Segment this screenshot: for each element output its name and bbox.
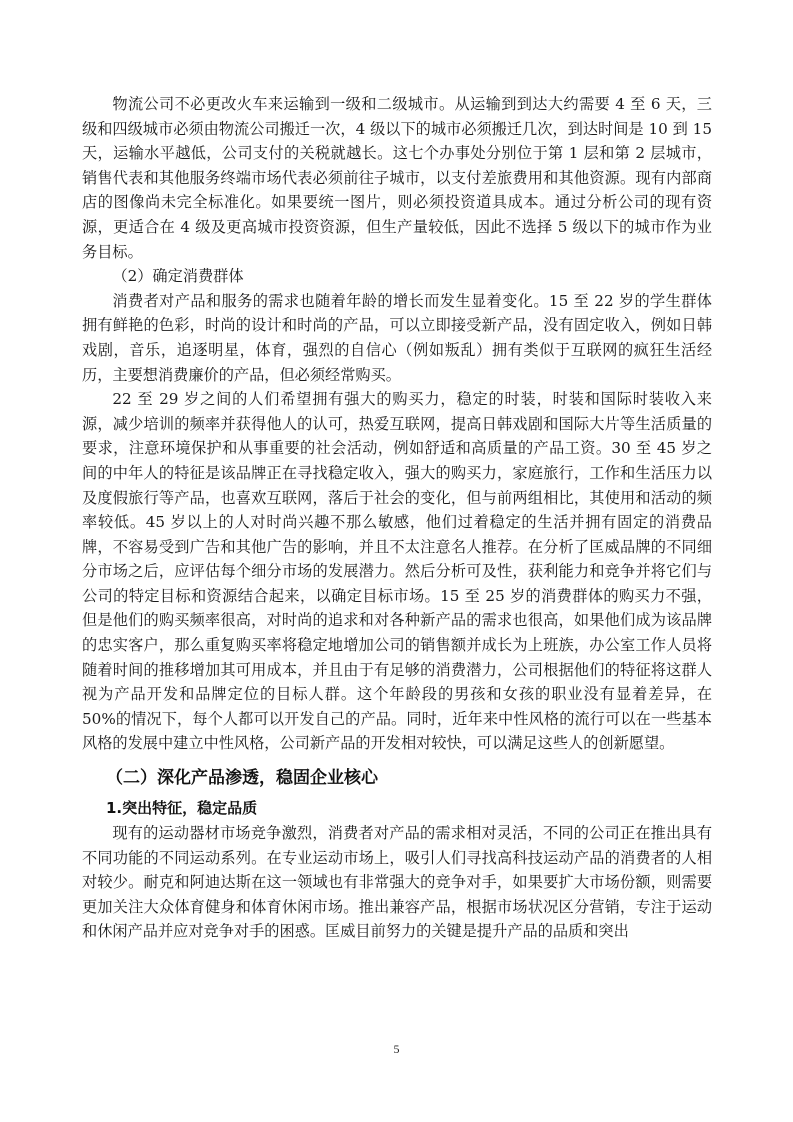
paragraph-consumer-needs: 消费者对产品和服务的需求也随着年龄的增长而发生显着变化。15 至 22 岁的学生群体拥有鲜艳的色彩，时尚的设计和时尚的产品，可以立即接受新产品，没有固定收入，例如日韩戏剧，音乐，追逐明星，体育，强烈的自信心（例如叛乱）拥有类似于互联网的疯狂生活经历，主要想消费廉价的产品，但必须经常购买。	[82, 291, 712, 384]
page-number: 5	[393, 1042, 400, 1056]
subheading-consumer-groups: （2）确定消费群体	[112, 267, 244, 286]
paragraph-market-competition: 现有的运动器材市场竞争激烈，消费者对产品的需求相对灵活，不同的公司正在推出具有不同功能的不同运动系列。在专业运动市场上，吸引人们寻找高科技运动产品的消费者的人相对较少。耐克和阿迪达斯在这一领域也有非常强大的竞争对手，如果要扩大市场份额，则需要更加关注大众体育健身和体育休闲市场。推出兼容产品，根据市场状况区分营销，专注于运动和休闲产品并应对竞争对手的困惑。匡威目前努力的关键是提升产品的品质和突出	[82, 824, 712, 941]
section-heading: （二）深化产品渗透，稳固企业核心	[106, 768, 378, 789]
subsection-heading: 1.突出特征，稳定品质	[106, 799, 258, 818]
paragraph-logistics: 物流公司不必更改火车来运输到一级和二级城市。从运输到到达大约需要 4 至 6 天，三级和四级城市必须由物流公司搬迁一次，4 级以下的城市必须搬迁几次，到达时间是 10 到 15 天，运输水平越低，公司支付的关税就越长。这七个办事处分别位于第 1 层和第 2 层城市，销售代表和其他服务终端市场代表必须前往子城市，以支付差旅费用和其他资源。现有内部商店的图像尚未完全标准化。如果要统一图片，则必须投资道具成本。通过分析公司的现有资源，更适合在 4 级及更高城市投资资源，但生产量较低，因此不选择 5 级以下的城市作为业务目标。	[82, 95, 712, 261]
page-body	[82, 92, 712, 944]
paragraph-age-segments: 22 至 29 岁之间的人们希望拥有强大的购买力，稳定的时装，时装和国际时装收入来源，减少培训的频率并获得他人的认可，热爱互联网，提高日韩戏剧和国际大片等生活质量的要求，注意环境保护和从事重要的社会活动，例如舒适和高质量的产品工资。30 至 45 岁之间的中年人的特征是该品牌正在寻找稳定收入，强大的购买力，家庭旅行，工作和生活压力以及度假旅行等产品，也喜欢互联网，落后于社会的变化，但与前两组相比，其使用和活动的频率较低。45 岁以上的人对时尚兴趣不那么敏感，他们过着稳定的生活并拥有固定的消费品牌，不容易受到广告和其他广告的影响，并且不太注意名人推荐。在分析了匡威品牌的不同细分市场之后，应评估每个细分市场的发展潜力。然后分析可及性，获利能力和竞争并将它们与公司的特定目标和资源结合起来，以确定目标市场。15 至 25 岁的消费群体的购买力不强，但是他们的购买频率很高，对时尚的追求和对各种新产品的需求也很高，如果他们成为该品牌的忠实客户，那么重复购买率将稳定地增加公司的销售额并成长为上班族，办公室工作人员将随着时间的推移增加其可用成本，并且由于有足够的消费潜力，公司根据他们的特征将这群人视为产品开发和品牌定位的目标人群。这个年龄段的男孩和女孩的职业没有显着差异，在 50%的情况下，每个人都可以开发自己的产品。同时，近年来中性风格的流行可以在一些基本风格的发展中建立中性风格，公司新产品的开发相对较快，可以满足这些人的创新愿望。	[82, 390, 712, 753]
